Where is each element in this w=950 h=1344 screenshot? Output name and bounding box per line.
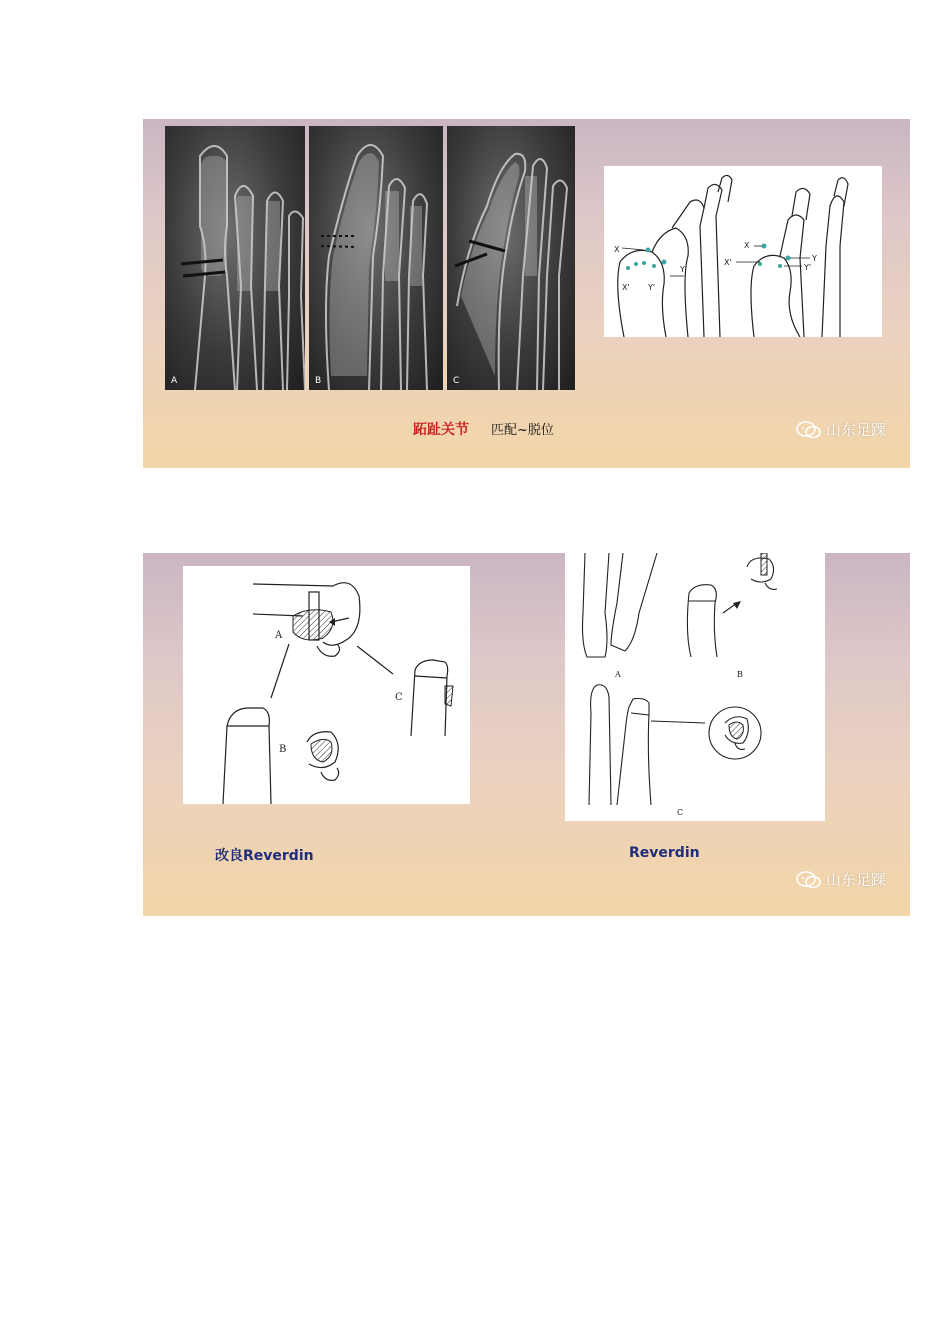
- caption-modified-reverdin: 改良Reverdin: [215, 848, 314, 864]
- xray-label-b: B: [315, 376, 322, 386]
- wechat-icon: [796, 870, 822, 890]
- watermark-text: 山东足踝: [825, 421, 886, 439]
- caption-reverdin: Reverdin: [629, 845, 700, 861]
- xray-label-c: C: [453, 376, 460, 386]
- label-right-y-prime: Y': [804, 263, 812, 272]
- reverdin-diagram: [565, 553, 825, 821]
- slide-mtp-joint: [143, 119, 910, 468]
- caption-congruence-dislocation: 匹配~脱位: [491, 423, 554, 438]
- caption-mtp-joint: 跖趾关节: [413, 422, 469, 438]
- label-left-x: X: [614, 245, 620, 254]
- label-left-y: Y: [680, 265, 685, 274]
- xray-image-a: [165, 126, 305, 390]
- xray-label-a: A: [171, 376, 178, 386]
- label-c: C: [395, 692, 403, 703]
- label-a: A: [615, 670, 621, 679]
- label-b: B: [279, 744, 287, 755]
- xray-image-b: [309, 126, 443, 390]
- xray-image-c: [447, 126, 575, 390]
- mtp-joint-diagram: [604, 166, 882, 337]
- label-left-x-prime: X': [622, 283, 630, 292]
- watermark: [796, 419, 886, 440]
- label-a: A: [275, 630, 283, 641]
- wechat-icon: [796, 420, 822, 440]
- label-left-y-prime: Y': [648, 283, 656, 292]
- label-right-x: X: [744, 241, 750, 250]
- label-b: B: [737, 670, 743, 679]
- watermark: [796, 869, 886, 890]
- label-c: C: [677, 808, 684, 817]
- label-right-x-prime: X': [724, 258, 732, 267]
- slide-reverdin: [143, 553, 910, 916]
- watermark-text: 山东足踝: [825, 871, 886, 889]
- modified-reverdin-diagram: [183, 566, 470, 804]
- label-right-y: Y: [812, 254, 817, 263]
